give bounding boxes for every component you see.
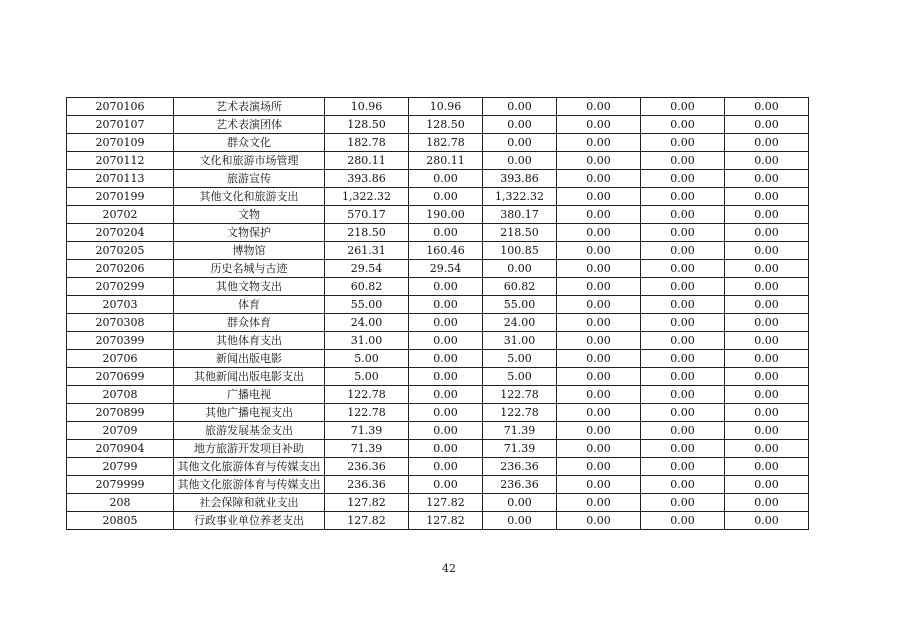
cell-basic-expense: 0.00 (409, 386, 483, 404)
cell-total: 31.00 (325, 332, 409, 350)
cell-col-8: 0.00 (725, 116, 809, 134)
table-row (67, 512, 809, 530)
cell-col-6: 0.00 (557, 188, 641, 206)
cell-basic-expense: 0.00 (409, 170, 483, 188)
cell-col-7: 0.00 (641, 494, 725, 512)
cell-col-8: 0.00 (725, 278, 809, 296)
table-row (67, 278, 809, 296)
cell-basic-expense: 0.00 (409, 188, 483, 206)
cell-col-8: 0.00 (725, 350, 809, 368)
cell-project-expense: 218.50 (483, 224, 557, 242)
cell-col-8: 0.00 (725, 494, 809, 512)
cell-col-8: 0.00 (725, 512, 809, 530)
cell-project-expense: 1,322.32 (483, 188, 557, 206)
cell-col-8: 0.00 (725, 314, 809, 332)
cell-basic-expense: 0.00 (409, 314, 483, 332)
table-row (67, 188, 809, 206)
cell-col-6: 0.00 (557, 440, 641, 458)
cell-col-7: 0.00 (641, 386, 725, 404)
table-row (67, 440, 809, 458)
cell-col-7: 0.00 (641, 152, 725, 170)
cell-total: 60.82 (325, 278, 409, 296)
cell-project-expense: 0.00 (483, 512, 557, 530)
cell-basic-expense: 127.82 (409, 494, 483, 512)
cell-col-8: 0.00 (725, 134, 809, 152)
cell-col-7: 0.00 (641, 512, 725, 530)
cell-basic-expense: 29.54 (409, 260, 483, 278)
cell-total: 29.54 (325, 260, 409, 278)
cell-basic-expense: 0.00 (409, 476, 483, 494)
cell-basic-expense: 280.11 (409, 152, 483, 170)
cell-col-7: 0.00 (641, 116, 725, 134)
cell-item-code: 2070199 (67, 188, 174, 206)
cell-total: 128.50 (325, 116, 409, 134)
table-row (67, 242, 809, 260)
cell-basic-expense: 10.96 (409, 98, 483, 116)
cell-col-6: 0.00 (557, 350, 641, 368)
cell-col-7: 0.00 (641, 404, 725, 422)
cell-basic-expense: 182.78 (409, 134, 483, 152)
cell-col-8: 0.00 (725, 332, 809, 350)
cell-col-8: 0.00 (725, 386, 809, 404)
cell-col-8: 0.00 (725, 206, 809, 224)
cell-col-8: 0.00 (725, 422, 809, 440)
cell-col-6: 0.00 (557, 260, 641, 278)
cell-project-expense: 0.00 (483, 98, 557, 116)
cell-col-7: 0.00 (641, 476, 725, 494)
cell-item-code: 20709 (67, 422, 174, 440)
cell-project-expense: 71.39 (483, 422, 557, 440)
cell-project-expense: 380.17 (483, 206, 557, 224)
cell-basic-expense: 0.00 (409, 350, 483, 368)
cell-total: 127.82 (325, 494, 409, 512)
cell-item-name: 其他新闻出版电影支出 (174, 368, 325, 386)
table-row (67, 368, 809, 386)
cell-col-7: 0.00 (641, 458, 725, 476)
table-row (67, 152, 809, 170)
cell-project-expense: 0.00 (483, 116, 557, 134)
cell-basic-expense: 190.00 (409, 206, 483, 224)
cell-basic-expense: 0.00 (409, 440, 483, 458)
cell-col-6: 0.00 (557, 278, 641, 296)
cell-item-code: 2070399 (67, 332, 174, 350)
cell-col-8: 0.00 (725, 404, 809, 422)
cell-basic-expense: 0.00 (409, 224, 483, 242)
cell-item-name: 文物保护 (174, 224, 325, 242)
cell-item-name: 其他文物支出 (174, 278, 325, 296)
cell-col-7: 0.00 (641, 98, 725, 116)
cell-basic-expense: 0.00 (409, 278, 483, 296)
cell-project-expense: 393.86 (483, 170, 557, 188)
cell-col-7: 0.00 (641, 224, 725, 242)
cell-col-6: 0.00 (557, 368, 641, 386)
cell-item-code: 2070899 (67, 404, 174, 422)
cell-total: 71.39 (325, 422, 409, 440)
cell-total: 570.17 (325, 206, 409, 224)
cell-basic-expense: 0.00 (409, 422, 483, 440)
cell-col-8: 0.00 (725, 440, 809, 458)
cell-project-expense: 122.78 (483, 404, 557, 422)
cell-project-expense: 5.00 (483, 350, 557, 368)
cell-item-name: 博物馆 (174, 242, 325, 260)
cell-item-code: 2070205 (67, 242, 174, 260)
cell-item-code: 20706 (67, 350, 174, 368)
table-row (67, 422, 809, 440)
cell-item-code: 208 (67, 494, 174, 512)
table-row (67, 260, 809, 278)
cell-col-8: 0.00 (725, 152, 809, 170)
cell-col-6: 0.00 (557, 386, 641, 404)
cell-basic-expense: 0.00 (409, 296, 483, 314)
cell-item-name: 其他文化旅游体育与传媒支出 (174, 476, 325, 494)
cell-col-6: 0.00 (557, 476, 641, 494)
cell-basic-expense: 127.82 (409, 512, 483, 530)
table-row (67, 458, 809, 476)
cell-item-code: 2070106 (67, 98, 174, 116)
cell-project-expense: 0.00 (483, 134, 557, 152)
cell-project-expense: 0.00 (483, 152, 557, 170)
cell-project-expense: 31.00 (483, 332, 557, 350)
cell-basic-expense: 128.50 (409, 116, 483, 134)
table-row (67, 332, 809, 350)
cell-total: 122.78 (325, 404, 409, 422)
table-row (67, 386, 809, 404)
cell-col-6: 0.00 (557, 242, 641, 260)
cell-col-6: 0.00 (557, 170, 641, 188)
cell-col-6: 0.00 (557, 458, 641, 476)
cell-col-8: 0.00 (725, 224, 809, 242)
cell-basic-expense: 0.00 (409, 332, 483, 350)
page-number: 42 (442, 562, 456, 575)
cell-col-7: 0.00 (641, 314, 725, 332)
cell-total: 280.11 (325, 152, 409, 170)
cell-item-name: 文化和旅游市场管理 (174, 152, 325, 170)
cell-item-code: 20799 (67, 458, 174, 476)
cell-item-code: 2070204 (67, 224, 174, 242)
cell-col-8: 0.00 (725, 368, 809, 386)
table-row (67, 404, 809, 422)
cell-project-expense: 60.82 (483, 278, 557, 296)
cell-item-name: 广播电视 (174, 386, 325, 404)
cell-project-expense: 55.00 (483, 296, 557, 314)
cell-col-7: 0.00 (641, 296, 725, 314)
cell-item-name: 旅游发展基金支出 (174, 422, 325, 440)
cell-total: 10.96 (325, 98, 409, 116)
cell-item-name: 其他文化和旅游支出 (174, 188, 325, 206)
cell-project-expense: 5.00 (483, 368, 557, 386)
table-row (67, 134, 809, 152)
table-row (67, 116, 809, 134)
cell-col-8: 0.00 (725, 98, 809, 116)
cell-item-code: 2070206 (67, 260, 174, 278)
cell-basic-expense: 0.00 (409, 458, 483, 476)
cell-item-code: 2070299 (67, 278, 174, 296)
cell-col-6: 0.00 (557, 98, 641, 116)
cell-col-8: 0.00 (725, 476, 809, 494)
cell-basic-expense: 0.00 (409, 404, 483, 422)
cell-item-name: 体育 (174, 296, 325, 314)
table-row (67, 170, 809, 188)
cell-project-expense: 0.00 (483, 260, 557, 278)
table-row (67, 296, 809, 314)
cell-col-6: 0.00 (557, 404, 641, 422)
cell-item-name: 艺术表演团体 (174, 116, 325, 134)
table-row (67, 206, 809, 224)
cell-col-8: 0.00 (725, 242, 809, 260)
cell-item-code: 2070904 (67, 440, 174, 458)
cell-item-name: 艺术表演场所 (174, 98, 325, 116)
cell-total: 122.78 (325, 386, 409, 404)
cell-item-code: 20702 (67, 206, 174, 224)
cell-item-name: 群众体育 (174, 314, 325, 332)
cell-col-7: 0.00 (641, 134, 725, 152)
cell-item-code: 20708 (67, 386, 174, 404)
cell-col-8: 0.00 (725, 296, 809, 314)
cell-item-name: 群众文化 (174, 134, 325, 152)
cell-project-expense: 0.00 (483, 494, 557, 512)
cell-col-7: 0.00 (641, 170, 725, 188)
cell-total: 127.82 (325, 512, 409, 530)
cell-col-7: 0.00 (641, 332, 725, 350)
cell-col-8: 0.00 (725, 170, 809, 188)
cell-total: 236.36 (325, 476, 409, 494)
table-row (67, 314, 809, 332)
cell-item-code: 20805 (67, 512, 174, 530)
cell-basic-expense: 0.00 (409, 368, 483, 386)
cell-total: 55.00 (325, 296, 409, 314)
cell-col-6: 0.00 (557, 116, 641, 134)
cell-project-expense: 122.78 (483, 386, 557, 404)
cell-col-6: 0.00 (557, 332, 641, 350)
cell-total: 393.86 (325, 170, 409, 188)
table-row (67, 494, 809, 512)
cell-item-code: 2079999 (67, 476, 174, 494)
cell-total: 24.00 (325, 314, 409, 332)
cell-total: 5.00 (325, 350, 409, 368)
cell-col-7: 0.00 (641, 242, 725, 260)
cell-item-code: 2070107 (67, 116, 174, 134)
cell-col-7: 0.00 (641, 350, 725, 368)
table-row (67, 350, 809, 368)
cell-col-6: 0.00 (557, 152, 641, 170)
cell-project-expense: 236.36 (483, 458, 557, 476)
cell-col-8: 0.00 (725, 260, 809, 278)
cell-col-6: 0.00 (557, 224, 641, 242)
cell-total: 1,322.32 (325, 188, 409, 206)
cell-project-expense: 236.36 (483, 476, 557, 494)
cell-item-code: 2070308 (67, 314, 174, 332)
cell-item-name: 地方旅游开发项目补助 (174, 440, 325, 458)
cell-col-6: 0.00 (557, 206, 641, 224)
cell-col-7: 0.00 (641, 206, 725, 224)
table-row (67, 476, 809, 494)
cell-col-8: 0.00 (725, 188, 809, 206)
cell-col-6: 0.00 (557, 314, 641, 332)
table-row (67, 224, 809, 242)
cell-col-6: 0.00 (557, 494, 641, 512)
cell-item-code: 2070112 (67, 152, 174, 170)
cell-total: 5.00 (325, 368, 409, 386)
cell-col-7: 0.00 (641, 188, 725, 206)
cell-item-name: 其他文化旅游体育与传媒支出 (174, 458, 325, 476)
cell-col-6: 0.00 (557, 422, 641, 440)
cell-col-8: 0.00 (725, 458, 809, 476)
table-row (67, 98, 809, 116)
cell-item-name: 行政事业单位养老支出 (174, 512, 325, 530)
cell-col-6: 0.00 (557, 134, 641, 152)
cell-item-code: 2070113 (67, 170, 174, 188)
cell-item-code: 2070699 (67, 368, 174, 386)
cell-item-name: 社会保障和就业支出 (174, 494, 325, 512)
cell-item-code: 2070109 (67, 134, 174, 152)
cell-col-6: 0.00 (557, 296, 641, 314)
cell-total: 218.50 (325, 224, 409, 242)
cell-total: 236.36 (325, 458, 409, 476)
cell-total: 261.31 (325, 242, 409, 260)
cell-col-7: 0.00 (641, 422, 725, 440)
cell-item-name: 历史名城与古迹 (174, 260, 325, 278)
cell-col-7: 0.00 (641, 368, 725, 386)
cell-total: 71.39 (325, 440, 409, 458)
cell-total: 182.78 (325, 134, 409, 152)
budget-table (66, 97, 809, 530)
cell-item-name: 旅游宣传 (174, 170, 325, 188)
cell-item-name: 其他体育支出 (174, 332, 325, 350)
cell-project-expense: 24.00 (483, 314, 557, 332)
cell-item-code: 20703 (67, 296, 174, 314)
cell-item-name: 文物 (174, 206, 325, 224)
cell-item-name: 新闻出版电影 (174, 350, 325, 368)
cell-project-expense: 100.85 (483, 242, 557, 260)
cell-col-7: 0.00 (641, 260, 725, 278)
cell-project-expense: 71.39 (483, 440, 557, 458)
cell-col-6: 0.00 (557, 512, 641, 530)
cell-col-7: 0.00 (641, 278, 725, 296)
cell-item-name: 其他广播电视支出 (174, 404, 325, 422)
cell-basic-expense: 160.46 (409, 242, 483, 260)
table-body (67, 98, 809, 530)
cell-col-7: 0.00 (641, 440, 725, 458)
